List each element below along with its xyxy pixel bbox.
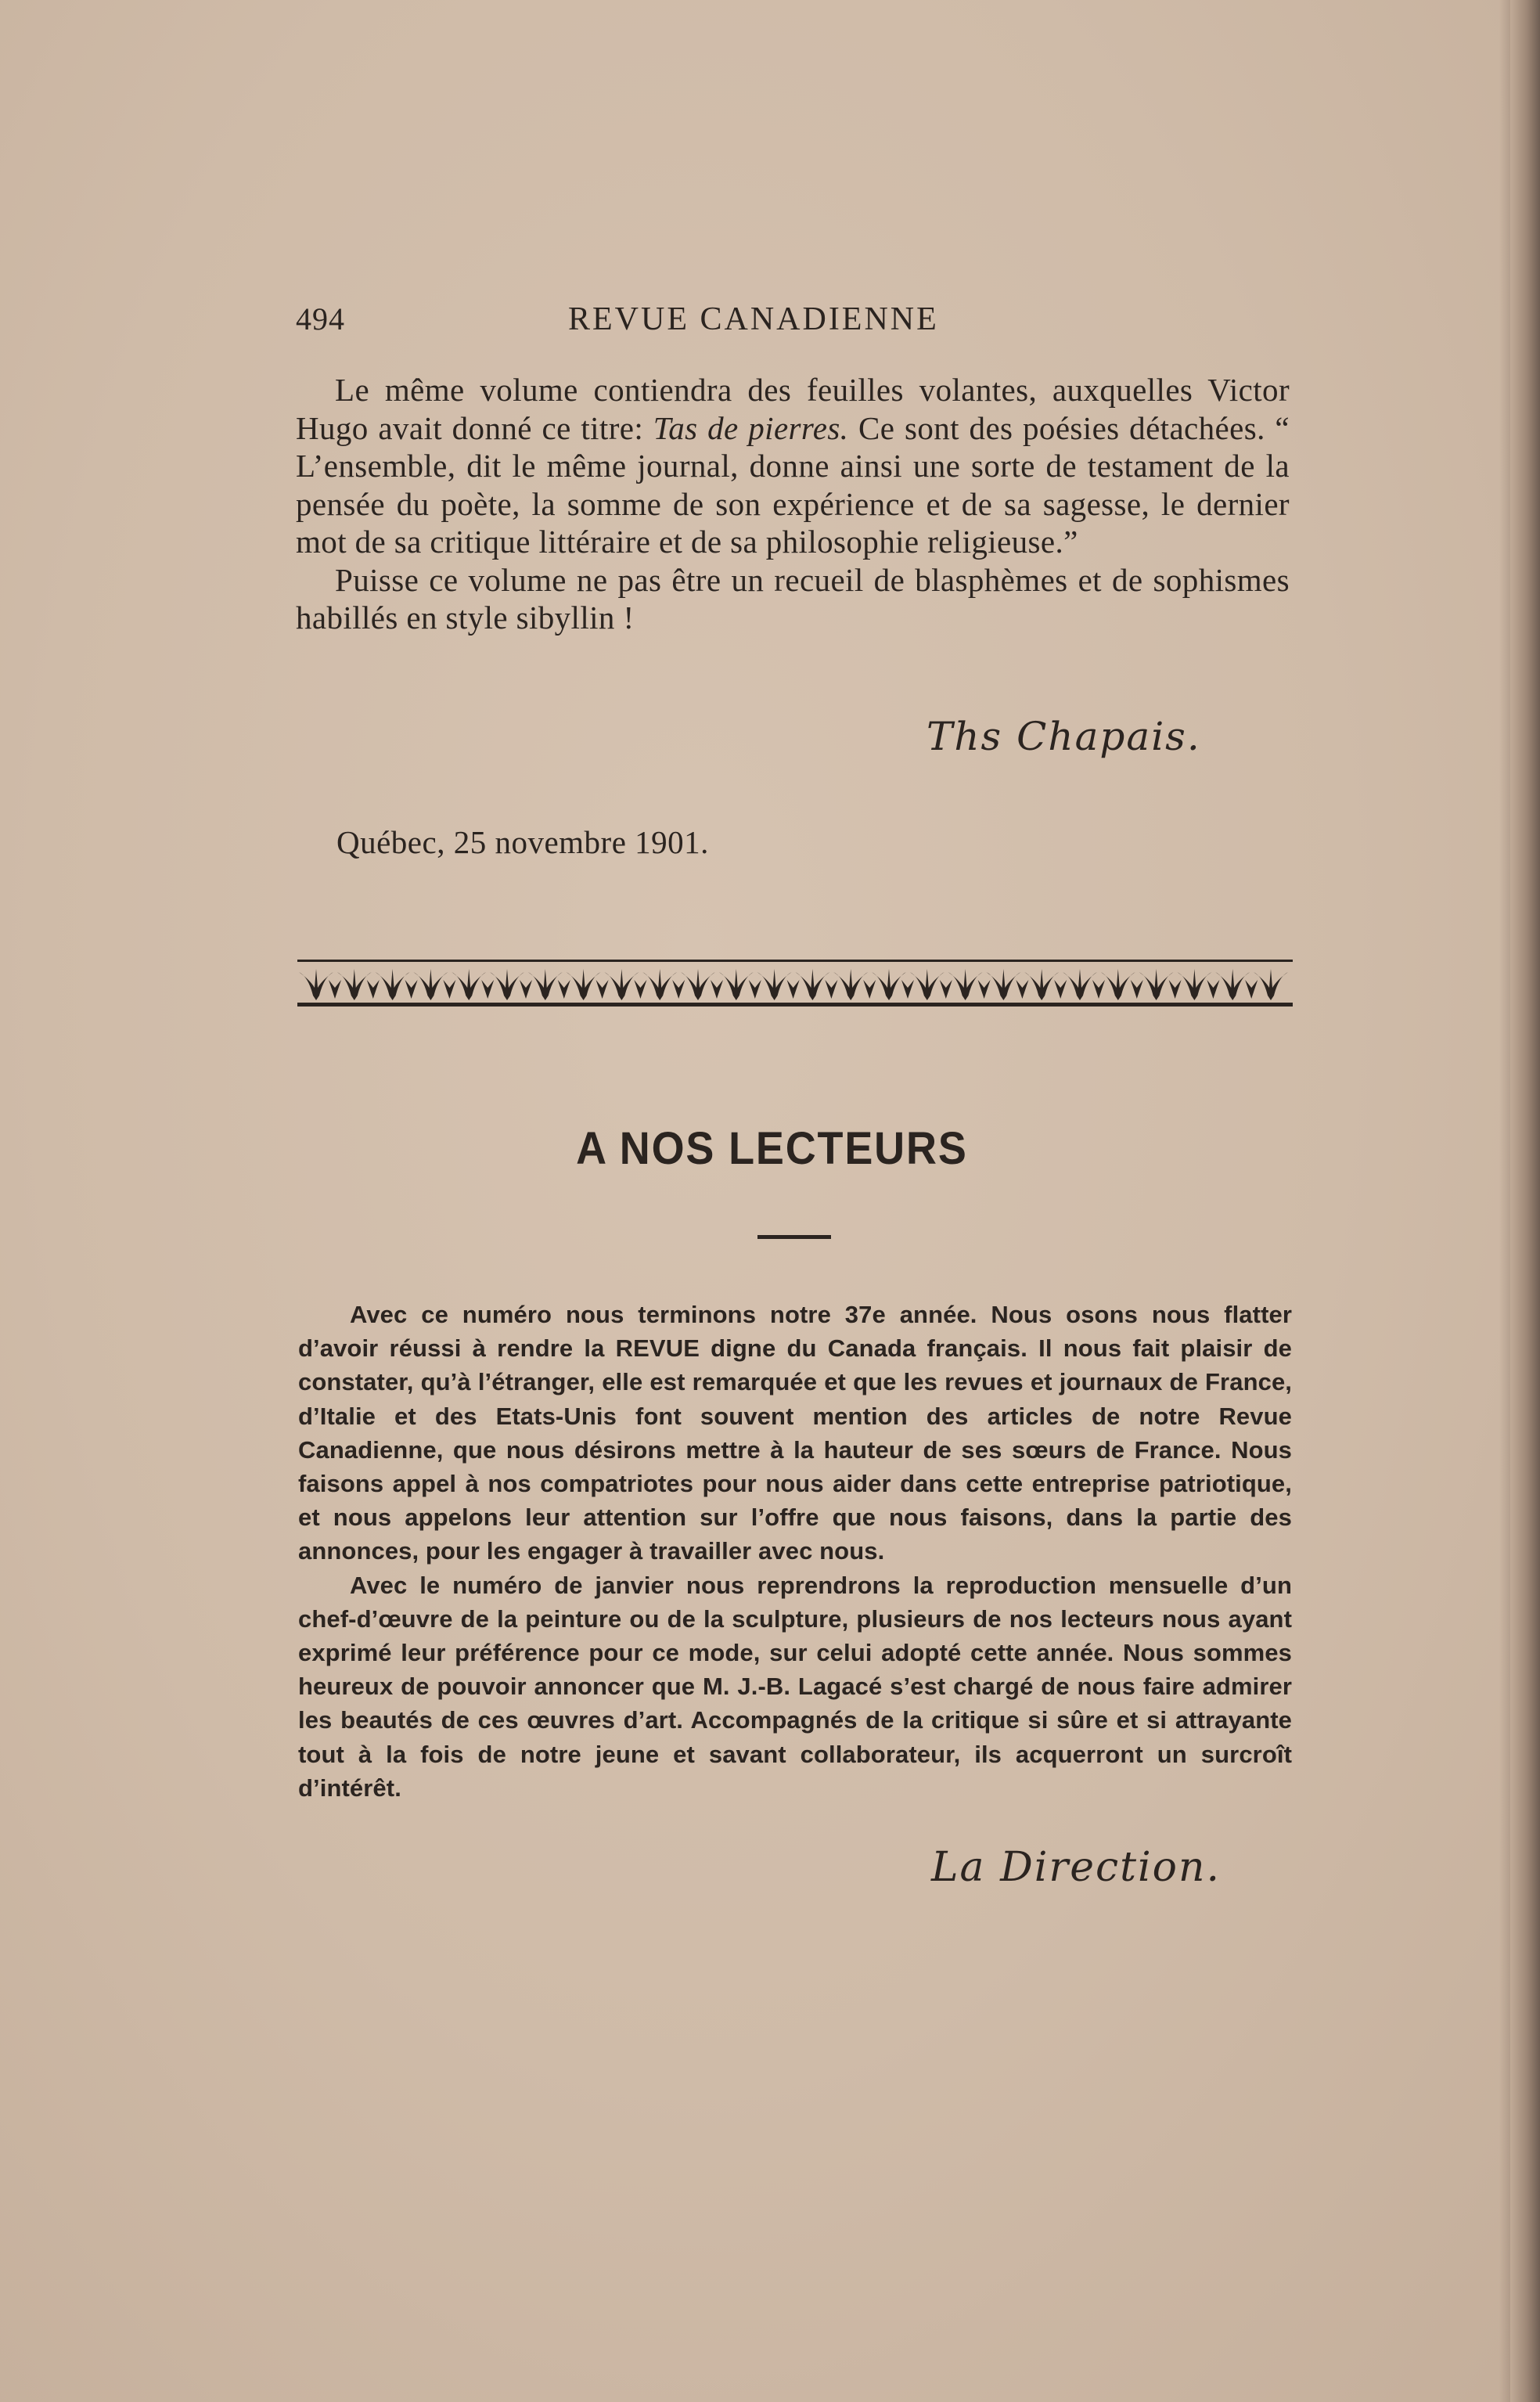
ornament-motif	[757, 969, 792, 1000]
title-underline-rule	[757, 1235, 831, 1239]
ornament-motif	[528, 969, 563, 1000]
ornament-leaf	[1016, 980, 1028, 999]
article-paragraph-2: Puisse ce volume ne pas être un recueil de blasphèmes et de sophismes habillés en style sibyllin !	[296, 561, 1290, 636]
section-title: A NOS LECTEURS	[576, 1123, 968, 1174]
page-edge-gradient	[1499, 0, 1510, 2402]
ornament-motif	[376, 969, 410, 1000]
ornament-motif	[1063, 969, 1097, 1000]
author-signature: Ths Chapais.	[927, 714, 1201, 759]
ornament-motif	[833, 969, 868, 1000]
ornament-motif	[910, 969, 945, 1000]
book-title-italic: Tas de pierres.	[653, 409, 849, 446]
ornament-motif	[642, 969, 677, 1000]
ornament-leaf	[1131, 980, 1143, 999]
ornament-leaf	[711, 980, 723, 999]
paragraph-1-text-start: Le même volume contiendra des feuilles volantes, auxquelles Victor Hugo avait donné ce titre:	[296, 372, 1290, 446]
notice-body	[298, 1298, 1292, 1805]
ornament-leaf	[1207, 980, 1219, 999]
ornament-motif	[1139, 969, 1174, 1000]
ornament-leaf	[558, 980, 570, 999]
ornament-leaf	[672, 980, 685, 999]
ornament-leaf	[940, 980, 952, 999]
ornament-leaf	[901, 980, 914, 999]
ornament-motif	[1215, 969, 1250, 1000]
page-edge-shadow	[1510, 0, 1540, 2402]
ornament-leaf	[787, 980, 800, 999]
ornament-motif	[413, 969, 448, 1000]
ornament-motif	[948, 969, 983, 1000]
ornament-motif	[452, 969, 486, 1000]
ornament-leaf	[863, 980, 876, 999]
ornament-motif	[1254, 969, 1288, 1000]
ornament-leaf	[481, 980, 494, 999]
ornament-motif	[1101, 969, 1135, 1000]
ornament-leaf	[1054, 980, 1067, 999]
ornament-motif	[872, 969, 906, 1000]
article-body	[296, 371, 1290, 637]
ornament-motif	[681, 969, 715, 1000]
ornament-motif	[986, 969, 1020, 1000]
notice-paragraph-2: Avec le numéro de janvier nous reprendrons la reproduction mensuelle d’un chef-d’œuvre de la peinture ou de la sculpture, plusieurs de nos lecteurs nous ayant exprimé leur préférence pour ce mode, sur celui adopté cette année. Nous sommes heureux de pouvoir annoncer que M. J.-B. Lagacé s’est chargé de nous faire admirer les beautés de ces œuvres d’art. Accompagnés de la critique si sûre et si attrayante tout à la fois de notre jeune et savant collaborateur, ils acquerront un surcroît d’intérêt.	[298, 1571, 1292, 1802]
ornament-leaf	[520, 980, 532, 999]
ornament-leaf	[443, 980, 455, 999]
ornament-leaf	[596, 980, 609, 999]
article-paragraph-1	[296, 371, 1290, 561]
ornament-motif	[719, 969, 754, 1000]
ornament-leaf	[405, 980, 418, 999]
ornament-motif	[1177, 969, 1211, 1000]
paragraph-1-text-end: Ce sont des poésies détachées. “ L’ensemble, dit le même journal, donne ainsi une sorte de testament de la pensée du poète, la somme de son expérience et de sa sagesse, le dernier mot de sa critique littéraire et de sa philosophie religieuse.”	[296, 409, 1290, 560]
ornament-leaf	[1245, 980, 1258, 999]
page-number: 494	[296, 301, 345, 337]
ornament-motif	[604, 969, 639, 1000]
ornament-motif	[299, 969, 333, 1000]
ornament-leaf	[367, 980, 380, 999]
decorative-ornament-band	[297, 956, 1293, 1010]
ornament-leaf	[1092, 980, 1105, 999]
ornament-motif	[795, 969, 829, 1000]
ornament-motif	[337, 969, 372, 1000]
notice-paragraph-1: Avec ce numéro nous terminons notre 37e année. Nous osons nous flatter d’avoir réussi à rendre la REVUE digne du Canada français. Il nous fait plaisir de constater, qu’à l’étranger, elle est remarquée et que les revues et journaux de France, d’Italie et des Etats-Unis font souvent mention des articles de notre Revue Canadienne, que nous désirons mettre à la hauteur de ses sœurs de France. Nous faisons appel à nos compatriotes pour nous aider dans cette entreprise patriotique, et nous appelons leur attention sur l’offre que nous faisons, dans la partie des annonces, pour les engager à travailler avec nous.	[298, 1301, 1292, 1565]
running-head	[296, 296, 1291, 343]
ornament-motif	[567, 969, 601, 1000]
ornament-leaf	[749, 980, 761, 999]
journal-title: REVUE CANADIENNE	[568, 301, 939, 337]
ornament-leaf	[634, 980, 646, 999]
dateline: Québec, 25 novembre 1901.	[336, 824, 709, 860]
ornament-leaf	[825, 980, 837, 999]
ornament-motif	[1024, 969, 1059, 1000]
ornament-leaf	[329, 980, 341, 999]
ornament-leaf	[978, 980, 991, 999]
editorial-signature: La Direction.	[931, 1844, 1221, 1891]
ornament-motif	[490, 969, 524, 1000]
ornament-leaf	[1169, 980, 1182, 999]
